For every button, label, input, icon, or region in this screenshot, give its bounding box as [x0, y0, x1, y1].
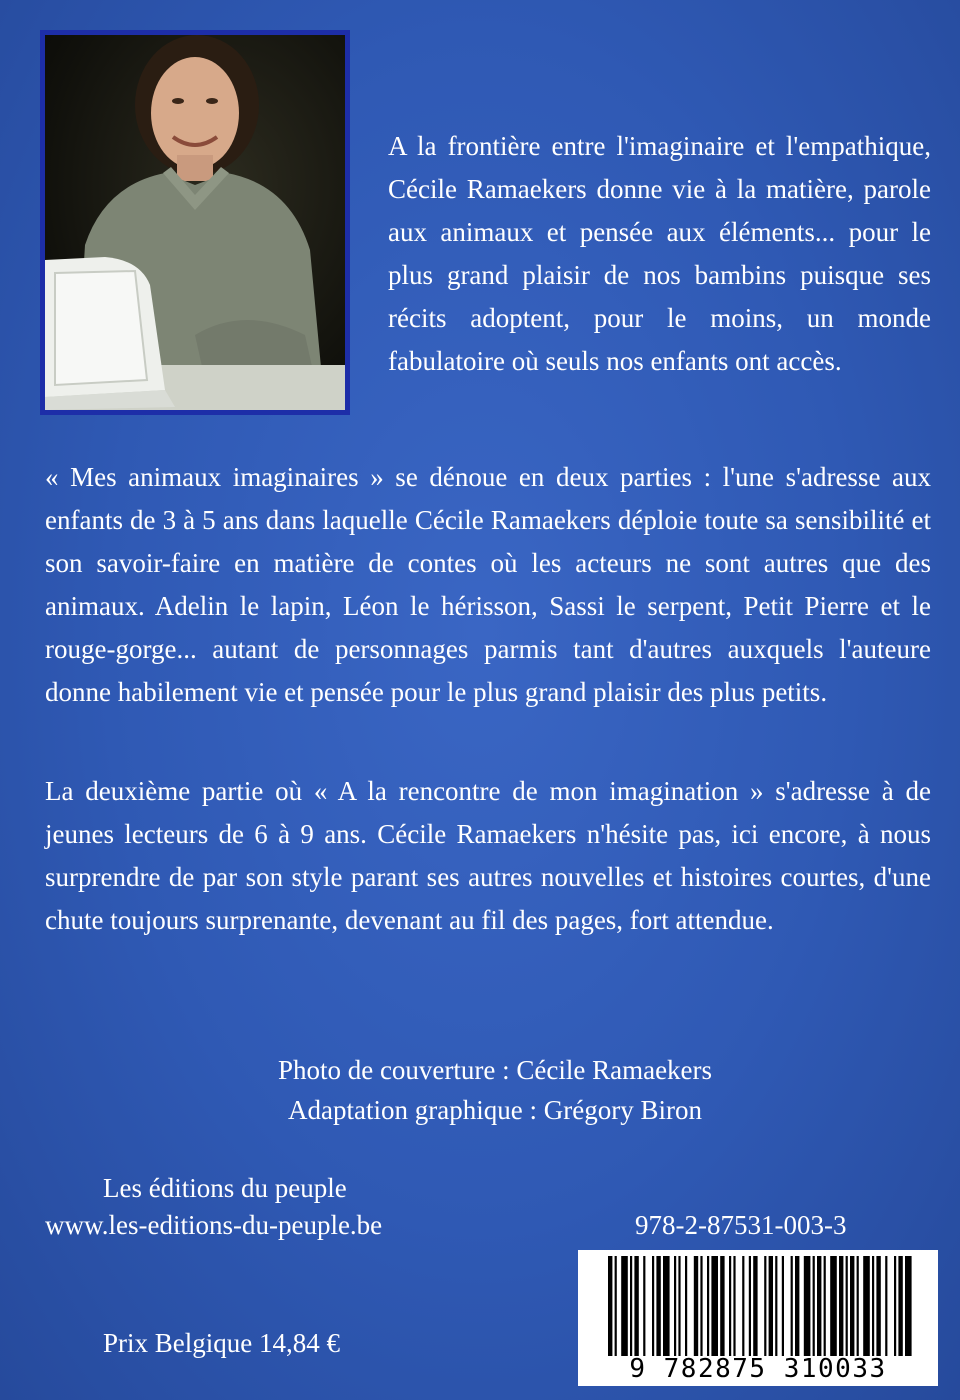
- barcode-bar: [850, 1256, 854, 1356]
- barcode-bar: [608, 1256, 612, 1356]
- intro-paragraph: [388, 125, 931, 383]
- barcode-bar: [742, 1256, 744, 1356]
- barcode-bar: [846, 1256, 848, 1356]
- barcode-digits: 9 782875 310033: [629, 1354, 887, 1384]
- barcode-bar: [621, 1256, 628, 1356]
- barcode-bar: [885, 1256, 887, 1356]
- barcode-bar: [863, 1256, 870, 1356]
- barcode-bar: [674, 1256, 676, 1356]
- intro-text-before: A la frontière entre l'imaginaire et l'empathique,: [388, 131, 931, 161]
- barcode-bar: [630, 1256, 632, 1356]
- barcode-bar: [824, 1256, 826, 1356]
- barcode-bar: [876, 1256, 880, 1356]
- barcode-bar: [769, 1256, 773, 1356]
- barcode-bar: [795, 1256, 799, 1356]
- barcode-bar: [733, 1256, 735, 1356]
- barcode-bar: [898, 1256, 902, 1356]
- barcode-bar: [615, 1256, 617, 1356]
- barcode-bar: [894, 1256, 896, 1356]
- credits-block: [0, 1050, 960, 1130]
- barcode-bar: [678, 1256, 680, 1356]
- barcode-bar: [749, 1256, 751, 1356]
- barcode-bar: [634, 1256, 638, 1356]
- barcode-bar: [839, 1256, 843, 1356]
- barcode-bar: [729, 1256, 731, 1356]
- barcode-bar: [791, 1256, 793, 1356]
- price-label: Prix Belgique 14,84 €: [103, 1328, 340, 1358]
- barcode-bar: [707, 1256, 709, 1356]
- isbn-number: 978-2-87531-003-3: [635, 1210, 847, 1240]
- barcode-bar: [813, 1256, 815, 1356]
- barcode-bar: [700, 1256, 702, 1356]
- photo-credit: Photo de couverture : Cécile Ramaekers: [277, 1055, 713, 1085]
- barcode-bar: [775, 1256, 777, 1356]
- barcode-bar: [711, 1256, 718, 1356]
- barcode-bar: [652, 1256, 654, 1356]
- barcode-bar: [656, 1256, 660, 1356]
- barcode-bar: [804, 1256, 811, 1356]
- barcode-bar: [720, 1256, 724, 1356]
- author-photo-frame: [40, 30, 350, 415]
- barcode-bar: [663, 1256, 670, 1356]
- barcode-bar: [872, 1256, 874, 1356]
- barcode-bar: [857, 1256, 859, 1356]
- barcode-bar: [905, 1256, 912, 1356]
- barcode-bar: [817, 1256, 821, 1356]
- description-paragraph-1: « Mes animaux imaginaires » se dénoue en deux parties : l'une s'adresse aux enfants de 3 à 5 ans dans laquelle Cécile Ramaekers déploie toute sa sensibilité et son savoir-faire en matière de contes où les acteurs ne sont autres que des animaux. Adelin le lapin, Léon le hérisson, Sassi le serpent, Petit Pierre et le rouge-gorge... autant de personnages parmis tant d'autres auxquels l'auteure donne habilement vie et pensée pour le plus grand plaisir des plus petits.: [45, 462, 931, 707]
- barcode-bar: [830, 1256, 837, 1356]
- graphics-credit: Adaptation graphique : Grégory Biron: [288, 1095, 702, 1125]
- author-name: Cécile Ramaekers: [388, 174, 587, 204]
- barcode-bar: [753, 1256, 757, 1356]
- barcode-bar: [643, 1256, 645, 1356]
- barcode-bar: [694, 1256, 698, 1356]
- description-paragraph-2: La deuxième partie où « A la rencontre de mon imagination » s'adresse à de jeunes lecteurs de 6 à 9 ans. Cécile Ramaekers n'hésite pas, ici encore, à nous surprendre de par son style parant ses autres nouvelles et histoires courtes, d'une chute toujours surprenante, devenant au fil des pages, fort attendue.: [45, 776, 931, 935]
- author-photo: [45, 35, 345, 410]
- publisher-name: Les éditions du peuple: [103, 1173, 347, 1203]
- author-photo-illustration: [45, 35, 345, 410]
- barcode-bar: [782, 1256, 784, 1356]
- intro-text-after: donne vie à la matière, parole aux animaux et pensée aux éléments... pour le plus grand plaisir de nos bambins puisque ses récits adoptent, pour le moins, un monde fabulatoire où seuls nos enfants ont accès.: [388, 174, 931, 376]
- publisher-website: www.les-editions-du-peuple.be: [45, 1210, 383, 1240]
- isbn-barcode: [578, 1250, 938, 1386]
- barcode-bar: [764, 1256, 766, 1356]
- barcode-bar: [685, 1256, 687, 1356]
